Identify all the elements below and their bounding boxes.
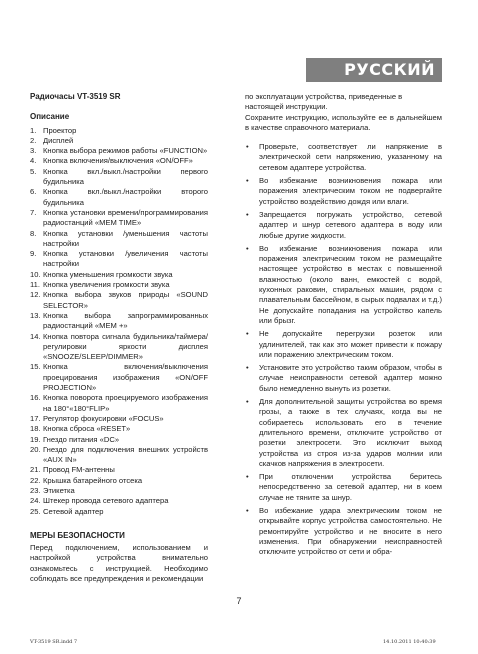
part-number: 5. bbox=[30, 166, 37, 176]
part-text: Проектор bbox=[43, 125, 77, 135]
part-number: 6. bbox=[30, 187, 37, 197]
part-number: 9. bbox=[30, 249, 37, 259]
bullet-icon: • bbox=[246, 142, 249, 152]
bullet-text: Во избежание удара электрическим током не открывайте корпус устройства самостоятельно. Не ремонтируйте устройство и не вносите в него изменения. При обнаружении неисправностей отключите устройство от сети и обра- bbox=[259, 505, 442, 557]
bullet-text: Не допускайте перегрузки розеток или удлинителей, так как это может привести к пожару или поражению электрическим током. bbox=[259, 329, 442, 359]
bullet-text: Проверьте, соответствует ли напряжение в электрической сети напряжению, указанному на сетевом адаптере устройства. bbox=[259, 142, 442, 172]
part-list-item bbox=[30, 290, 208, 311]
part-text: Кнопка установки /уменьшения частоты настройки bbox=[43, 228, 208, 248]
part-number: 15. bbox=[30, 362, 41, 372]
part-text: Кнопка включения/выключения «ON/OFF» bbox=[43, 156, 193, 166]
bullet-icon: • bbox=[246, 176, 249, 186]
part-text: Дисплей bbox=[43, 135, 74, 145]
safety-bullet-item bbox=[245, 142, 442, 173]
safety-bullet-item bbox=[245, 329, 442, 360]
part-text: Кнопка уменьшения громкости звука bbox=[43, 269, 173, 279]
part-text: Кнопка выбора запрограммированных радиостанций «MEM +» bbox=[43, 310, 208, 331]
bullet-text: Запрещается погружать устройство, сетевой адаптер и шнур сетевого адаптера в воду или любые другие жидкости. bbox=[259, 209, 442, 240]
part-number: 12. bbox=[30, 290, 41, 300]
part-number: 13. bbox=[30, 310, 41, 320]
part-number: 23. bbox=[30, 485, 41, 495]
part-list-item bbox=[30, 332, 208, 363]
description-heading: Описание bbox=[30, 112, 70, 122]
part-number: 11. bbox=[30, 280, 40, 290]
part-list-item bbox=[30, 486, 208, 496]
footer-timestamp: 14.10.2011 10:40:39 bbox=[383, 639, 436, 645]
part-text: Кнопка вкл./выкл./настройки первого будильника bbox=[43, 166, 208, 187]
safety-bullet-item bbox=[245, 363, 442, 394]
part-list-item bbox=[30, 167, 208, 188]
safety-heading: МЕРЫ БЕЗОПАСНОСТИ bbox=[30, 530, 125, 540]
part-text: Кнопка поворота проецируемого изображения на 180°«180°FLIP» bbox=[43, 393, 208, 413]
part-list-item bbox=[30, 311, 208, 332]
parts-list bbox=[30, 126, 208, 517]
safety-bullet-list bbox=[245, 142, 442, 557]
part-number: 10. bbox=[30, 269, 41, 279]
part-text: Крышка батарейного отсека bbox=[43, 475, 143, 485]
language-banner: РУССКИЙ bbox=[306, 58, 442, 82]
safety-intro: Перед подключением, использованием и настройкой устройства внимательно ознакомьтесь с инструкцией. Необходимо соблюдать все предупреждения и рекомендации bbox=[30, 543, 208, 584]
part-list-item bbox=[30, 126, 208, 136]
part-text: Сетевой адаптер bbox=[43, 506, 104, 516]
part-list-item bbox=[30, 414, 208, 424]
part-number: 14. bbox=[30, 331, 41, 341]
part-number: 17. bbox=[30, 413, 41, 423]
intro-text: по эксплуатации устройства, приведенные в настоящей инструкции. bbox=[245, 92, 403, 112]
part-list-item bbox=[30, 187, 208, 208]
part-list-item bbox=[30, 146, 208, 156]
safety-bullet-item bbox=[245, 244, 442, 326]
part-list-item bbox=[30, 156, 208, 166]
part-list-item bbox=[30, 136, 208, 146]
left-column bbox=[30, 92, 208, 584]
right-column bbox=[245, 92, 442, 560]
part-list-item bbox=[30, 507, 208, 517]
part-list-item bbox=[30, 465, 208, 475]
part-list-item bbox=[30, 249, 208, 270]
bullet-text: Для дополнительной защиты устройства во время грозы, а также в тех случаях, когда вы не собираетесь использовать его в течение длительного времени, отключите устройство от розетки электросети. Это исключит выход устройства из строя из-за ударов молнии или скачков напряжения в электросети. bbox=[259, 397, 442, 468]
bullet-icon: • bbox=[246, 363, 249, 373]
part-text: Кнопка сброса «RESET» bbox=[43, 424, 131, 434]
part-text: Штекер провода сетевого адаптера bbox=[43, 496, 169, 506]
part-text: Регулятор фокусировки «FOCUS» bbox=[43, 413, 164, 423]
part-text: Кнопка включения/выключения проецирования изображения «ON/OFF PROJECTION» bbox=[43, 362, 208, 393]
bullet-icon: • bbox=[246, 397, 249, 407]
part-text: Кнопка выбора режимов работы «FUNCTION» bbox=[43, 146, 208, 156]
part-text: Кнопка повтора сигнала будильника/таймера/ регулировки яркости дисплея «SNOOZE/SLEEP/DIMMER» bbox=[43, 331, 208, 362]
part-list-item bbox=[30, 435, 208, 445]
part-list-item bbox=[30, 362, 208, 393]
bullet-icon: • bbox=[246, 472, 249, 482]
safety-bullet-item bbox=[245, 176, 442, 207]
part-number: 16. bbox=[30, 393, 41, 403]
part-text: Гнездо питания «DC» bbox=[43, 434, 120, 444]
product-title: Радиочасы VT-3519 SR bbox=[30, 92, 121, 101]
bullet-icon: • bbox=[246, 329, 249, 339]
footer-file: VT-3519 SR.indd 7 bbox=[30, 639, 78, 645]
part-number: 22. bbox=[30, 475, 41, 485]
safety-bullet-item bbox=[245, 210, 442, 241]
part-number: 3. bbox=[30, 146, 37, 156]
part-list-item bbox=[30, 270, 208, 280]
bullet-icon: • bbox=[246, 209, 249, 219]
safety-bullet-item bbox=[245, 506, 442, 557]
part-list-item bbox=[30, 476, 208, 486]
bullet-icon: • bbox=[246, 243, 249, 253]
part-list-item bbox=[30, 229, 208, 250]
part-number: 25. bbox=[30, 506, 41, 516]
safety-bullet-item bbox=[245, 472, 442, 503]
part-list-item bbox=[30, 280, 208, 290]
part-number: 20. bbox=[30, 444, 41, 454]
bullet-text: Во избежание возникновения пожара или поражения электрическим током не размещайте настоящее устройство в местах с повышенной влажностью (около ванн, емкостей с водой, кухонных раковин, стиральных машин, рядом с плавательным бассейном, в сырых подвалах и т.д.) Не допускайте попадания на устройство капель или брызг. bbox=[259, 243, 442, 325]
part-number: 1. bbox=[30, 125, 37, 135]
part-number: 18. bbox=[30, 424, 41, 434]
bullet-text: Установите это устройство таким образом, чтобы в случае неисправности сетевой адаптер можно было немедленно вынуть из розетки. bbox=[259, 363, 442, 393]
part-list-item bbox=[30, 208, 208, 229]
part-list-item bbox=[30, 424, 208, 434]
part-number: 24. bbox=[30, 496, 41, 506]
part-text: Этикетка bbox=[43, 485, 75, 495]
bullet-icon: • bbox=[246, 505, 249, 515]
part-text: Кнопка установки /увеличения частоты настройки bbox=[43, 249, 208, 269]
part-list-item bbox=[30, 496, 208, 506]
part-number: 21. bbox=[30, 465, 41, 475]
part-list-item bbox=[30, 393, 208, 414]
part-text: Кнопка вкл./выкл./настройки второго будильника bbox=[43, 187, 208, 207]
part-number: 7. bbox=[30, 207, 37, 217]
safety-bullet-item bbox=[245, 397, 442, 469]
part-list-item bbox=[30, 445, 208, 466]
page-number: 7 bbox=[236, 596, 242, 606]
part-text: Кнопка увеличения громкости звука bbox=[43, 280, 170, 290]
part-text: Гнездо для подключения внешних устройств «AUX IN» bbox=[43, 444, 208, 465]
part-number: 19. bbox=[30, 434, 41, 444]
part-text: Кнопка установки времени/программирования радиостанций «MEM TIME» bbox=[43, 207, 208, 228]
bullet-text: Во избежание возникновения пожара или поражения электрическим током не подвергайте устройство воздействию дождя или влаги. bbox=[259, 176, 442, 206]
part-number: 2. bbox=[30, 135, 37, 145]
bullet-text: При отключении устройства беритесь непосредственно за сетевой адаптер, ни в коем случае не тяните за шнур. bbox=[259, 472, 442, 502]
part-text: Кнопка выбора звуков природы «SOUND SELECTOR» bbox=[43, 290, 208, 310]
part-text: Провод FM-антенны bbox=[43, 465, 115, 475]
part-number: 8. bbox=[30, 228, 37, 238]
intro-text-2: Сохраните инструкцию, используйте ее в дальнейшем в качестве справочного материала. bbox=[245, 112, 442, 132]
part-number: 4. bbox=[30, 156, 37, 166]
